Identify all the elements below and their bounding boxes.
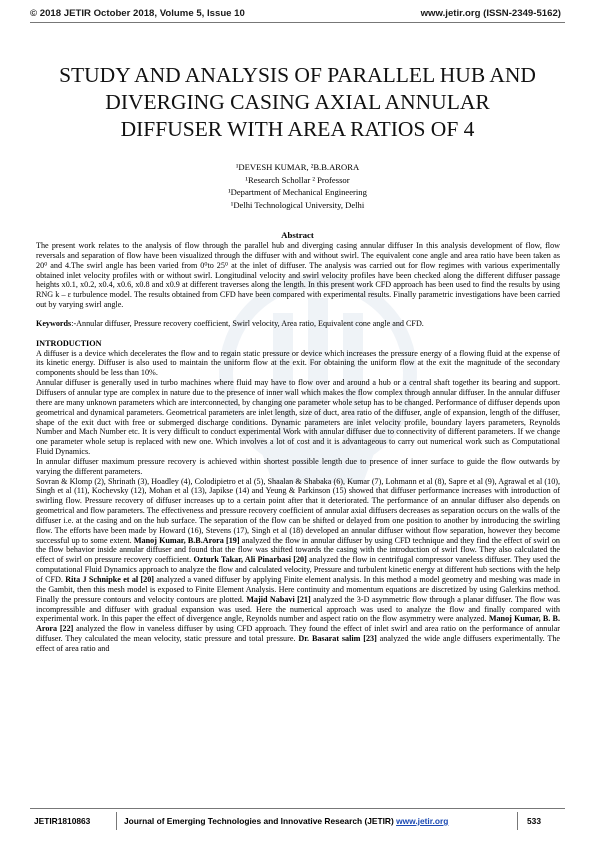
keywords-text: :-Annular diffuser, Pressure recovery coefficient, Swirl velocity, Area ratio, Equivalent cone angle and CFD. — [71, 319, 424, 329]
author-names: ¹DEVESH KUMAR, ²B.B.ARORA — [235, 162, 360, 172]
citation-nabavi: Majid Nabavi [21] — [246, 594, 311, 604]
intro-paragraph-2: Annular diffuser is generally used in turbo machines where fluid may have to flow over and around a hub or a central shaft together its bearing and support. Diffusers of annular type are complex in nature due to the presence of inner wall which makes the flow complex through annular diffuser. In the annular diffuser there are many unknown parameters which are interconnected, by changing one parameter whole setup has to be changed. Performance of diffuser depends upon geometrical and dynamical parameters. Geometrical parameters are inlet length, size of duct, area ratio of the diffuser, angle of expansion, length of the diffuser, shape of the exit duct with free or submerged discharge conditions. Dynamic parameters are inlet velocity profile, boundary layers parameters, Reynolds Number and Mach Number etc. It is very difficult to conduct experimental Work with annular diffuser due to connectivity of different parameters. If we change one parameter whole setup is replaced with new one. Which involves a lot of cost and it is advantageous to carry out numerical work such as Computational Fluid Dynamics. — [36, 378, 560, 457]
paper-body — [36, 241, 560, 654]
citation-kumar-arora-19: Manoj Kumar, B.B.Arora [19] — [133, 535, 240, 545]
footer-paper-id: JETIR1810863 — [34, 816, 91, 826]
title-line-3: DIFFUSER WITH AREA RATIOS OF 4 — [120, 117, 475, 141]
intro-paragraph-3: In annular diffuser maximum pressure recovery is achieved within shortest possible length due to presence of inner surface to guide the flow outwards by varying the different parameters. — [36, 456, 560, 476]
citation-schnipke: Rita J Schnipke et al [20] — [65, 575, 154, 584]
footer-page-number: 533 — [527, 816, 541, 826]
header-website-issn: www.jetir.org (ISSN-2349-5162) — [420, 8, 561, 19]
header-divider — [30, 22, 565, 23]
citation-salim: Dr. Basarat salim [23] — [298, 634, 377, 644]
footer-journal — [124, 816, 448, 826]
paper-title — [20, 62, 575, 143]
footer-website-link[interactable]: www.jetir.org — [396, 816, 449, 826]
author-university: ¹Delhi Technological University, Delhi — [230, 199, 365, 210]
header-citation: © 2018 JETIR October 2018, Volume 5, Issue 10 — [30, 8, 245, 19]
keywords — [36, 319, 560, 329]
page-header — [0, 0, 595, 29]
author-block — [0, 161, 595, 211]
author-roles: ¹Research Schollar ² Professor — [245, 174, 350, 185]
abstract-text: The present work relates to the analysis of flow through the parallel hub and diverging casing annular diffuser In this analysis development of flow, flow reversals and separation of flow have been visualized through the diffuser with and without swirl. The equivalent cone angle and area ratio have been taken as 20⁰ and 4.The swirl angle has been varied from 0⁰to 25⁰ at the inlet of diffuser. The analysis was carried out for flow regimes with various experimentally obtained inlet velocity profiles with or without swirl. Longitudinal velocity and swirl velocity profiles have been checked along the different diffuser passage heights x0.1, x0.2, x0.4, x0.6, x0.8 and x0.9 at different traverses along the length. In this present work CFD approach has been used to find the results by using RNG k – ε turbulence model. The results obtained from CFD have been compared with experimental results. Finally parametric investigations have been carried out by varying swirl angle. — [36, 241, 560, 310]
footer-divider — [30, 808, 565, 809]
title-line-1: STUDY AND ANALYSIS OF PARALLEL HUB AND — [59, 63, 536, 87]
intro-paragraph-4: Sovran & Klomp (2), Shrinath (3), Hoadley (4), Colodipietro et al (5), Shaalan & Shabaka (6), Kumar (7), Lohmann et al (8), Sapre et al (9), Agrawal et al (10), Singh et al (11), Kochevsky (12), Mohan et al (13), Japikse (14) and Yeung & Parkinson (15) showed that diffuser performance increases with introduction of swirling flow. Pressure recovery of diffuser increases up to a certain point after that it deteriorated. The performance of an annular diffuser also depends on geometrical and flow parameters. The effectiveness and pressure recovery coefficient of annular axial diffusers decreases as separation occurs on the walls of the diffuser i.e. at the casing and on the hub surface. The separation of the flow can be shifted or delayed from one position to another by introducing the swirling flow. The efforts have been made by Howard (16), Stevens (17), Singh et al (18) developed an annular diffuser without flow separation, however they become successful up to some extent. Manoj Kumar, B.B.Arora [19] analyzed the flow in annular diffuser by using CFD technique and they find the effect of swirl on the flow behavior inside annular diffuser and found that the flow was shifted towards the casing with the introduction of swirl flow. They also calculated the effect of swirl on pressure recovery coefficient. Ozturk Takar, Ali Pinarbasi [20] analyzed the flow in centrifugal compressor vaneless diffuser. They used the computational Fluid Dynamics approach to analyze the flow and calculated velocity, Pressure and turbulent kinetic energy at different hub sections with the help of CFD. Rita J Schnipke et al [20] analyzed a vaned diffuser by applying Finite element analysis. In this method a model geometry and meshing was made in the Gambit, then this mesh model is exposed to Finite Element Analysis. Here continuity and momentum equations are discretized by using Galerkins method. Finally the pressure contours and velocity contours are plotted. Majid Nabavi [21] analyzed the 3-D asymmetric flow through a planar diffuser. The flow was incompressible and diffuser with gradual expansion was used. Here the numerical approach was used to analyze the flow and finally compared with experimental work. In this paper the effect of divergence angle, Reynolds number and aspect ratio on the flow asymmetry were analyzed. Manoj Kumar, B. B. Arora [22] analyzed the flow in vaneless diffuser by using CFD approach. They found the effect of inlet swirl and area ratio on the performance of annular diffuser. They calculated the mean velocity, static pressure and total pressure. Dr. Basarat salim [23] analyzed the wide angle diffusers experimentally. The effect of area ratio and — [36, 476, 561, 653]
author-department: ¹Department of Mechanical Engineering — [228, 187, 367, 197]
introduction-heading: INTRODUCTION — [36, 338, 102, 348]
abstract-heading: Abstract — [281, 230, 314, 240]
footer-journal-name: Journal of Emerging Technologies and Innovative Research (JETIR) — [124, 816, 397, 826]
title-line-2: DIVERGING CASING AXIAL ANNULAR — [105, 90, 490, 114]
citation-takar-pinarbasi: Ozturk Takar, Ali Pinarbasi [20] — [193, 555, 307, 565]
keywords-label: Keywords — [36, 319, 72, 329]
citation-kumar-arora-22: Manoj Kumar, B. B. Arora [22] — [36, 614, 560, 634]
intro-paragraph-1: A diffuser is a device which decelerates the flow and to regain static pressure or device which increases the pressure energy of a flowing fluid at the expense of its kinetic energy. Diffuser is also used to maintain the uniform flow at the exit. For obtaining the uniform flow at the exit the magnitude of the secondary components should be less than 10%. — [36, 348, 560, 378]
